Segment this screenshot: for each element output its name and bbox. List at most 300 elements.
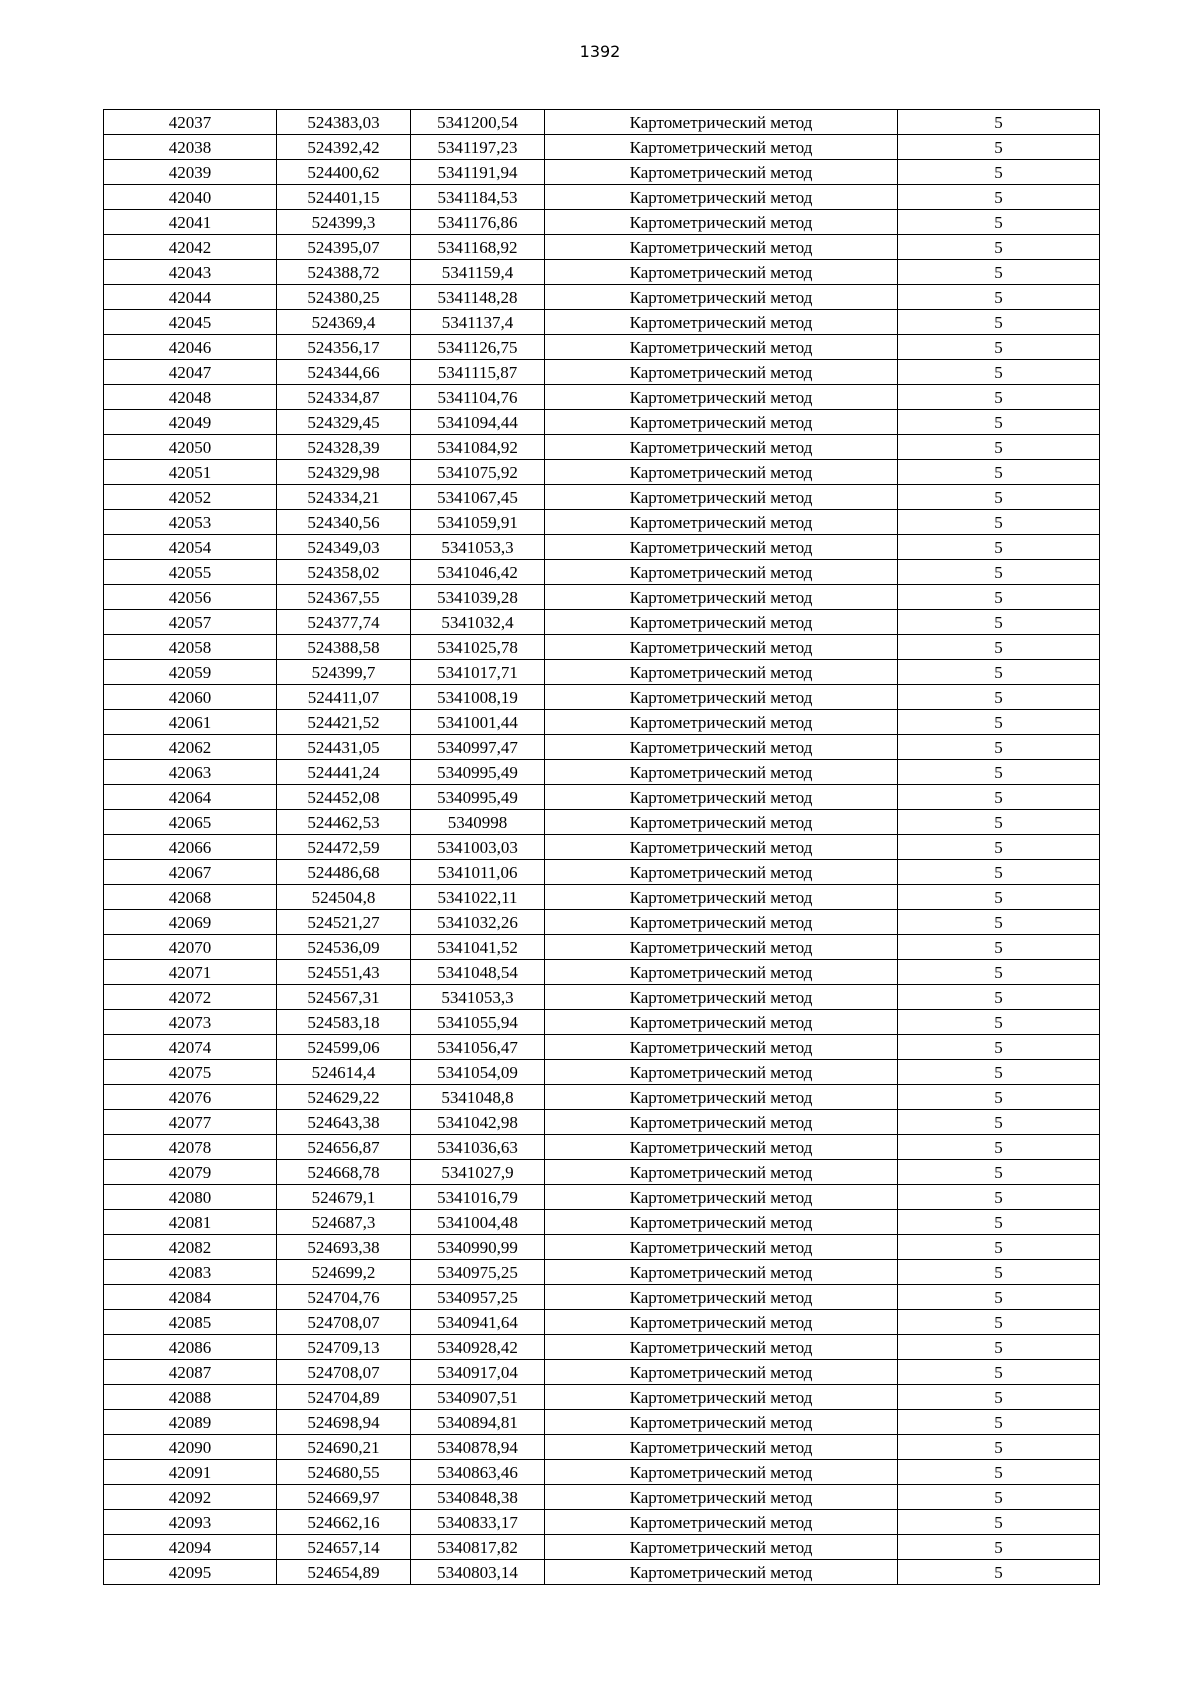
method-cell: Картометрический метод bbox=[545, 1560, 898, 1585]
x-coordinate-cell: 524421,52 bbox=[277, 710, 411, 735]
y-coordinate-cell: 5341176,86 bbox=[411, 210, 545, 235]
table-row bbox=[104, 1310, 1100, 1335]
table-row bbox=[104, 735, 1100, 760]
table-row bbox=[104, 135, 1100, 160]
x-coordinate-cell: 524388,58 bbox=[277, 635, 411, 660]
accuracy-cell: 5 bbox=[898, 760, 1100, 785]
x-coordinate-cell: 524388,72 bbox=[277, 260, 411, 285]
point-number-cell: 42086 bbox=[104, 1335, 277, 1360]
accuracy-cell: 5 bbox=[898, 1435, 1100, 1460]
table-row bbox=[104, 1435, 1100, 1460]
method-cell: Картометрический метод bbox=[545, 235, 898, 260]
method-cell: Картометрический метод bbox=[545, 1085, 898, 1110]
point-number-cell: 42091 bbox=[104, 1460, 277, 1485]
x-coordinate-cell: 524521,27 bbox=[277, 910, 411, 935]
point-number-cell: 42074 bbox=[104, 1035, 277, 1060]
y-coordinate-cell: 5341168,92 bbox=[411, 235, 545, 260]
x-coordinate-cell: 524687,3 bbox=[277, 1210, 411, 1235]
point-number-cell: 42063 bbox=[104, 760, 277, 785]
point-number-cell: 42061 bbox=[104, 710, 277, 735]
y-coordinate-cell: 5340928,42 bbox=[411, 1335, 545, 1360]
y-coordinate-cell: 5340997,47 bbox=[411, 735, 545, 760]
method-cell: Картометрический метод bbox=[545, 310, 898, 335]
table-row bbox=[104, 1185, 1100, 1210]
x-coordinate-cell: 524329,98 bbox=[277, 460, 411, 485]
method-cell: Картометрический метод bbox=[545, 335, 898, 360]
y-coordinate-cell: 5341048,54 bbox=[411, 960, 545, 985]
table-row bbox=[104, 1285, 1100, 1310]
coordinates-table bbox=[103, 109, 1100, 1585]
y-coordinate-cell: 5341200,54 bbox=[411, 110, 545, 135]
x-coordinate-cell: 524708,07 bbox=[277, 1360, 411, 1385]
x-coordinate-cell: 524383,03 bbox=[277, 110, 411, 135]
accuracy-cell: 5 bbox=[898, 1460, 1100, 1485]
point-number-cell: 42048 bbox=[104, 385, 277, 410]
y-coordinate-cell: 5341003,03 bbox=[411, 835, 545, 860]
table-row bbox=[104, 660, 1100, 685]
y-coordinate-cell: 5341056,47 bbox=[411, 1035, 545, 1060]
accuracy-cell: 5 bbox=[898, 860, 1100, 885]
y-coordinate-cell: 5340833,17 bbox=[411, 1510, 545, 1535]
table-row bbox=[104, 560, 1100, 585]
x-coordinate-cell: 524334,21 bbox=[277, 485, 411, 510]
x-coordinate-cell: 524668,78 bbox=[277, 1160, 411, 1185]
accuracy-cell: 5 bbox=[898, 335, 1100, 360]
accuracy-cell: 5 bbox=[898, 1310, 1100, 1335]
table-row bbox=[104, 910, 1100, 935]
point-number-cell: 42084 bbox=[104, 1285, 277, 1310]
point-number-cell: 42076 bbox=[104, 1085, 277, 1110]
y-coordinate-cell: 5340817,82 bbox=[411, 1535, 545, 1560]
method-cell: Картометрический метод bbox=[545, 835, 898, 860]
method-cell: Картометрический метод bbox=[545, 1185, 898, 1210]
table-row bbox=[104, 360, 1100, 385]
y-coordinate-cell: 5341016,79 bbox=[411, 1185, 545, 1210]
table-row bbox=[104, 1385, 1100, 1410]
accuracy-cell: 5 bbox=[898, 935, 1100, 960]
point-number-cell: 42057 bbox=[104, 610, 277, 635]
point-number-cell: 42060 bbox=[104, 685, 277, 710]
y-coordinate-cell: 5340878,94 bbox=[411, 1435, 545, 1460]
method-cell: Картометрический метод bbox=[545, 1510, 898, 1535]
x-coordinate-cell: 524669,97 bbox=[277, 1485, 411, 1510]
method-cell: Картометрический метод bbox=[545, 285, 898, 310]
point-number-cell: 42092 bbox=[104, 1485, 277, 1510]
table-row bbox=[104, 760, 1100, 785]
x-coordinate-cell: 524400,62 bbox=[277, 160, 411, 185]
y-coordinate-cell: 5341039,28 bbox=[411, 585, 545, 610]
y-coordinate-cell: 5341027,9 bbox=[411, 1160, 545, 1185]
point-number-cell: 42082 bbox=[104, 1235, 277, 1260]
y-coordinate-cell: 5341184,53 bbox=[411, 185, 545, 210]
table-row bbox=[104, 235, 1100, 260]
table-row bbox=[104, 635, 1100, 660]
method-cell: Картометрический метод bbox=[545, 1010, 898, 1035]
table-row bbox=[104, 285, 1100, 310]
method-cell: Картометрический метод bbox=[545, 1285, 898, 1310]
method-cell: Картометрический метод bbox=[545, 1485, 898, 1510]
accuracy-cell: 5 bbox=[898, 210, 1100, 235]
x-coordinate-cell: 524462,53 bbox=[277, 810, 411, 835]
x-coordinate-cell: 524567,31 bbox=[277, 985, 411, 1010]
y-coordinate-cell: 5341053,3 bbox=[411, 535, 545, 560]
method-cell: Картометрический метод bbox=[545, 1235, 898, 1260]
table-row bbox=[104, 1410, 1100, 1435]
y-coordinate-cell: 5341191,94 bbox=[411, 160, 545, 185]
accuracy-cell: 5 bbox=[898, 710, 1100, 735]
accuracy-cell: 5 bbox=[898, 1360, 1100, 1385]
x-coordinate-cell: 524358,02 bbox=[277, 560, 411, 585]
method-cell: Картометрический метод bbox=[545, 610, 898, 635]
accuracy-cell: 5 bbox=[898, 985, 1100, 1010]
table-row bbox=[104, 1110, 1100, 1135]
table-row bbox=[104, 1235, 1100, 1260]
method-cell: Картометрический метод bbox=[545, 410, 898, 435]
accuracy-cell: 5 bbox=[898, 535, 1100, 560]
point-number-cell: 42080 bbox=[104, 1185, 277, 1210]
method-cell: Картометрический метод bbox=[545, 560, 898, 585]
point-number-cell: 42067 bbox=[104, 860, 277, 885]
point-number-cell: 42066 bbox=[104, 835, 277, 860]
point-number-cell: 42070 bbox=[104, 935, 277, 960]
point-number-cell: 42044 bbox=[104, 285, 277, 310]
x-coordinate-cell: 524340,56 bbox=[277, 510, 411, 535]
accuracy-cell: 5 bbox=[898, 1510, 1100, 1535]
table-row bbox=[104, 710, 1100, 735]
accuracy-cell: 5 bbox=[898, 910, 1100, 935]
accuracy-cell: 5 bbox=[898, 185, 1100, 210]
point-number-cell: 42053 bbox=[104, 510, 277, 535]
accuracy-cell: 5 bbox=[898, 435, 1100, 460]
y-coordinate-cell: 5341104,76 bbox=[411, 385, 545, 410]
table-row bbox=[104, 935, 1100, 960]
y-coordinate-cell: 5341115,87 bbox=[411, 360, 545, 385]
y-coordinate-cell: 5341041,52 bbox=[411, 935, 545, 960]
point-number-cell: 42094 bbox=[104, 1535, 277, 1560]
y-coordinate-cell: 5341011,06 bbox=[411, 860, 545, 885]
accuracy-cell: 5 bbox=[898, 1385, 1100, 1410]
accuracy-cell: 5 bbox=[898, 235, 1100, 260]
y-coordinate-cell: 5341159,4 bbox=[411, 260, 545, 285]
accuracy-cell: 5 bbox=[898, 585, 1100, 610]
y-coordinate-cell: 5341022,11 bbox=[411, 885, 545, 910]
method-cell: Картометрический метод bbox=[545, 710, 898, 735]
method-cell: Картометрический метод bbox=[545, 110, 898, 135]
accuracy-cell: 5 bbox=[898, 1135, 1100, 1160]
method-cell: Картометрический метод bbox=[545, 1260, 898, 1285]
y-coordinate-cell: 5341126,75 bbox=[411, 335, 545, 360]
y-coordinate-cell: 5340998 bbox=[411, 810, 545, 835]
x-coordinate-cell: 524583,18 bbox=[277, 1010, 411, 1035]
accuracy-cell: 5 bbox=[898, 810, 1100, 835]
accuracy-cell: 5 bbox=[898, 510, 1100, 535]
y-coordinate-cell: 5341067,45 bbox=[411, 485, 545, 510]
table-row bbox=[104, 1085, 1100, 1110]
x-coordinate-cell: 524657,14 bbox=[277, 1535, 411, 1560]
x-coordinate-cell: 524344,66 bbox=[277, 360, 411, 385]
y-coordinate-cell: 5341075,92 bbox=[411, 460, 545, 485]
accuracy-cell: 5 bbox=[898, 1035, 1100, 1060]
method-cell: Картометрический метод bbox=[545, 935, 898, 960]
point-number-cell: 42054 bbox=[104, 535, 277, 560]
x-coordinate-cell: 524401,15 bbox=[277, 185, 411, 210]
y-coordinate-cell: 5341148,28 bbox=[411, 285, 545, 310]
y-coordinate-cell: 5341048,8 bbox=[411, 1085, 545, 1110]
accuracy-cell: 5 bbox=[898, 1110, 1100, 1135]
point-number-cell: 42045 bbox=[104, 310, 277, 335]
x-coordinate-cell: 524367,55 bbox=[277, 585, 411, 610]
y-coordinate-cell: 5341004,48 bbox=[411, 1210, 545, 1235]
table-row bbox=[104, 810, 1100, 835]
point-number-cell: 42072 bbox=[104, 985, 277, 1010]
x-coordinate-cell: 524643,38 bbox=[277, 1110, 411, 1135]
point-number-cell: 42089 bbox=[104, 1410, 277, 1435]
method-cell: Картометрический метод bbox=[545, 1060, 898, 1085]
x-coordinate-cell: 524395,07 bbox=[277, 235, 411, 260]
y-coordinate-cell: 5341094,44 bbox=[411, 410, 545, 435]
accuracy-cell: 5 bbox=[898, 885, 1100, 910]
accuracy-cell: 5 bbox=[898, 1560, 1100, 1585]
table-row bbox=[104, 1210, 1100, 1235]
accuracy-cell: 5 bbox=[898, 260, 1100, 285]
table-row bbox=[104, 410, 1100, 435]
point-number-cell: 42059 bbox=[104, 660, 277, 685]
y-coordinate-cell: 5341036,63 bbox=[411, 1135, 545, 1160]
y-coordinate-cell: 5341084,92 bbox=[411, 435, 545, 460]
x-coordinate-cell: 524699,2 bbox=[277, 1260, 411, 1285]
point-number-cell: 42062 bbox=[104, 735, 277, 760]
x-coordinate-cell: 524334,87 bbox=[277, 385, 411, 410]
accuracy-cell: 5 bbox=[898, 835, 1100, 860]
table-row bbox=[104, 385, 1100, 410]
y-coordinate-cell: 5341008,19 bbox=[411, 685, 545, 710]
x-coordinate-cell: 524377,74 bbox=[277, 610, 411, 635]
point-number-cell: 42083 bbox=[104, 1260, 277, 1285]
accuracy-cell: 5 bbox=[898, 360, 1100, 385]
y-coordinate-cell: 5340917,04 bbox=[411, 1360, 545, 1385]
method-cell: Картометрический метод bbox=[545, 985, 898, 1010]
x-coordinate-cell: 524680,55 bbox=[277, 1460, 411, 1485]
method-cell: Картометрический метод bbox=[545, 385, 898, 410]
point-number-cell: 42064 bbox=[104, 785, 277, 810]
accuracy-cell: 5 bbox=[898, 385, 1100, 410]
method-cell: Картометрический метод bbox=[545, 460, 898, 485]
point-number-cell: 42047 bbox=[104, 360, 277, 385]
point-number-cell: 42093 bbox=[104, 1510, 277, 1535]
table-row bbox=[104, 435, 1100, 460]
x-coordinate-cell: 524662,16 bbox=[277, 1510, 411, 1535]
y-coordinate-cell: 5341032,26 bbox=[411, 910, 545, 935]
y-coordinate-cell: 5340995,49 bbox=[411, 760, 545, 785]
x-coordinate-cell: 524599,06 bbox=[277, 1035, 411, 1060]
point-number-cell: 42065 bbox=[104, 810, 277, 835]
accuracy-cell: 5 bbox=[898, 1285, 1100, 1310]
method-cell: Картометрический метод bbox=[545, 1535, 898, 1560]
method-cell: Картометрический метод bbox=[545, 1460, 898, 1485]
table-row bbox=[104, 1035, 1100, 1060]
point-number-cell: 42049 bbox=[104, 410, 277, 435]
method-cell: Картометрический метод bbox=[545, 635, 898, 660]
y-coordinate-cell: 5341055,94 bbox=[411, 1010, 545, 1035]
x-coordinate-cell: 524679,1 bbox=[277, 1185, 411, 1210]
table-row bbox=[104, 1510, 1100, 1535]
point-number-cell: 42039 bbox=[104, 160, 277, 185]
method-cell: Картометрический метод bbox=[545, 1110, 898, 1135]
x-coordinate-cell: 524551,43 bbox=[277, 960, 411, 985]
point-number-cell: 42071 bbox=[104, 960, 277, 985]
point-number-cell: 42073 bbox=[104, 1010, 277, 1035]
point-number-cell: 42037 bbox=[104, 110, 277, 135]
table-row bbox=[104, 835, 1100, 860]
table-row bbox=[104, 460, 1100, 485]
y-coordinate-cell: 5341042,98 bbox=[411, 1110, 545, 1135]
x-coordinate-cell: 524693,38 bbox=[277, 1235, 411, 1260]
x-coordinate-cell: 524536,09 bbox=[277, 935, 411, 960]
y-coordinate-cell: 5340957,25 bbox=[411, 1285, 545, 1310]
table-row bbox=[104, 610, 1100, 635]
table-row bbox=[104, 485, 1100, 510]
y-coordinate-cell: 5340941,64 bbox=[411, 1310, 545, 1335]
table-row bbox=[104, 210, 1100, 235]
table-row bbox=[104, 1010, 1100, 1035]
table-row bbox=[104, 110, 1100, 135]
method-cell: Картометрический метод bbox=[545, 1135, 898, 1160]
method-cell: Картометрический метод bbox=[545, 735, 898, 760]
table-row bbox=[104, 310, 1100, 335]
y-coordinate-cell: 5340995,49 bbox=[411, 785, 545, 810]
table-row bbox=[104, 685, 1100, 710]
point-number-cell: 42090 bbox=[104, 1435, 277, 1460]
point-number-cell: 42055 bbox=[104, 560, 277, 585]
method-cell: Картометрический метод bbox=[545, 1160, 898, 1185]
x-coordinate-cell: 524411,07 bbox=[277, 685, 411, 710]
accuracy-cell: 5 bbox=[898, 1185, 1100, 1210]
point-number-cell: 42087 bbox=[104, 1360, 277, 1385]
method-cell: Картометрический метод bbox=[545, 685, 898, 710]
x-coordinate-cell: 524698,94 bbox=[277, 1410, 411, 1435]
method-cell: Картометрический метод bbox=[545, 135, 898, 160]
accuracy-cell: 5 bbox=[898, 1010, 1100, 1035]
method-cell: Картометрический метод bbox=[545, 185, 898, 210]
point-number-cell: 42040 bbox=[104, 185, 277, 210]
accuracy-cell: 5 bbox=[898, 285, 1100, 310]
y-coordinate-cell: 5341025,78 bbox=[411, 635, 545, 660]
y-coordinate-cell: 5341046,42 bbox=[411, 560, 545, 585]
x-coordinate-cell: 524654,89 bbox=[277, 1560, 411, 1585]
point-number-cell: 42079 bbox=[104, 1160, 277, 1185]
y-coordinate-cell: 5341017,71 bbox=[411, 660, 545, 685]
method-cell: Картометрический метод bbox=[545, 585, 898, 610]
x-coordinate-cell: 524709,13 bbox=[277, 1335, 411, 1360]
point-number-cell: 42095 bbox=[104, 1560, 277, 1585]
y-coordinate-cell: 5341197,23 bbox=[411, 135, 545, 160]
point-number-cell: 42043 bbox=[104, 260, 277, 285]
method-cell: Картометрический метод bbox=[545, 1310, 898, 1335]
accuracy-cell: 5 bbox=[898, 1235, 1100, 1260]
table-row bbox=[104, 1560, 1100, 1585]
point-number-cell: 42085 bbox=[104, 1310, 277, 1335]
accuracy-cell: 5 bbox=[898, 460, 1100, 485]
y-coordinate-cell: 5340848,38 bbox=[411, 1485, 545, 1510]
y-coordinate-cell: 5340863,46 bbox=[411, 1460, 545, 1485]
method-cell: Картометрический метод bbox=[545, 910, 898, 935]
x-coordinate-cell: 524431,05 bbox=[277, 735, 411, 760]
coordinates-table-body bbox=[104, 110, 1100, 1585]
accuracy-cell: 5 bbox=[898, 685, 1100, 710]
point-number-cell: 42051 bbox=[104, 460, 277, 485]
accuracy-cell: 5 bbox=[898, 410, 1100, 435]
point-number-cell: 42046 bbox=[104, 335, 277, 360]
point-number-cell: 42056 bbox=[104, 585, 277, 610]
y-coordinate-cell: 5341032,4 bbox=[411, 610, 545, 635]
accuracy-cell: 5 bbox=[898, 635, 1100, 660]
point-number-cell: 42068 bbox=[104, 885, 277, 910]
x-coordinate-cell: 524441,24 bbox=[277, 760, 411, 785]
table-row bbox=[104, 160, 1100, 185]
point-number-cell: 42077 bbox=[104, 1110, 277, 1135]
x-coordinate-cell: 524629,22 bbox=[277, 1085, 411, 1110]
accuracy-cell: 5 bbox=[898, 310, 1100, 335]
method-cell: Картометрический метод bbox=[545, 1360, 898, 1385]
table-row bbox=[104, 585, 1100, 610]
accuracy-cell: 5 bbox=[898, 1085, 1100, 1110]
table-row bbox=[104, 785, 1100, 810]
accuracy-cell: 5 bbox=[898, 1260, 1100, 1285]
table-row bbox=[104, 335, 1100, 360]
point-number-cell: 42058 bbox=[104, 635, 277, 660]
accuracy-cell: 5 bbox=[898, 610, 1100, 635]
x-coordinate-cell: 524356,17 bbox=[277, 335, 411, 360]
method-cell: Картометрический метод bbox=[545, 1035, 898, 1060]
method-cell: Картометрический метод bbox=[545, 1385, 898, 1410]
accuracy-cell: 5 bbox=[898, 160, 1100, 185]
y-coordinate-cell: 5341137,4 bbox=[411, 310, 545, 335]
accuracy-cell: 5 bbox=[898, 1335, 1100, 1360]
accuracy-cell: 5 bbox=[898, 1535, 1100, 1560]
method-cell: Картометрический метод bbox=[545, 760, 898, 785]
x-coordinate-cell: 524399,7 bbox=[277, 660, 411, 685]
method-cell: Картометрический метод bbox=[545, 260, 898, 285]
table-row bbox=[104, 1360, 1100, 1385]
point-number-cell: 42050 bbox=[104, 435, 277, 460]
point-number-cell: 42041 bbox=[104, 210, 277, 235]
method-cell: Картометрический метод bbox=[545, 510, 898, 535]
point-number-cell: 42052 bbox=[104, 485, 277, 510]
accuracy-cell: 5 bbox=[898, 735, 1100, 760]
method-cell: Картометрический метод bbox=[545, 660, 898, 685]
table-row bbox=[104, 1160, 1100, 1185]
y-coordinate-cell: 5340894,81 bbox=[411, 1410, 545, 1435]
x-coordinate-cell: 524704,89 bbox=[277, 1385, 411, 1410]
y-coordinate-cell: 5340907,51 bbox=[411, 1385, 545, 1410]
table-row bbox=[104, 960, 1100, 985]
x-coordinate-cell: 524690,21 bbox=[277, 1435, 411, 1460]
accuracy-cell: 5 bbox=[898, 1160, 1100, 1185]
method-cell: Картометрический метод bbox=[545, 535, 898, 560]
x-coordinate-cell: 524380,25 bbox=[277, 285, 411, 310]
x-coordinate-cell: 524472,59 bbox=[277, 835, 411, 860]
method-cell: Картометрический метод bbox=[545, 360, 898, 385]
y-coordinate-cell: 5340990,99 bbox=[411, 1235, 545, 1260]
table-row bbox=[104, 985, 1100, 1010]
table-row bbox=[104, 1460, 1100, 1485]
table-row bbox=[104, 1260, 1100, 1285]
method-cell: Картометрический метод bbox=[545, 885, 898, 910]
x-coordinate-cell: 524349,03 bbox=[277, 535, 411, 560]
point-number-cell: 42075 bbox=[104, 1060, 277, 1085]
method-cell: Картометрический метод bbox=[545, 1335, 898, 1360]
table-row bbox=[104, 185, 1100, 210]
